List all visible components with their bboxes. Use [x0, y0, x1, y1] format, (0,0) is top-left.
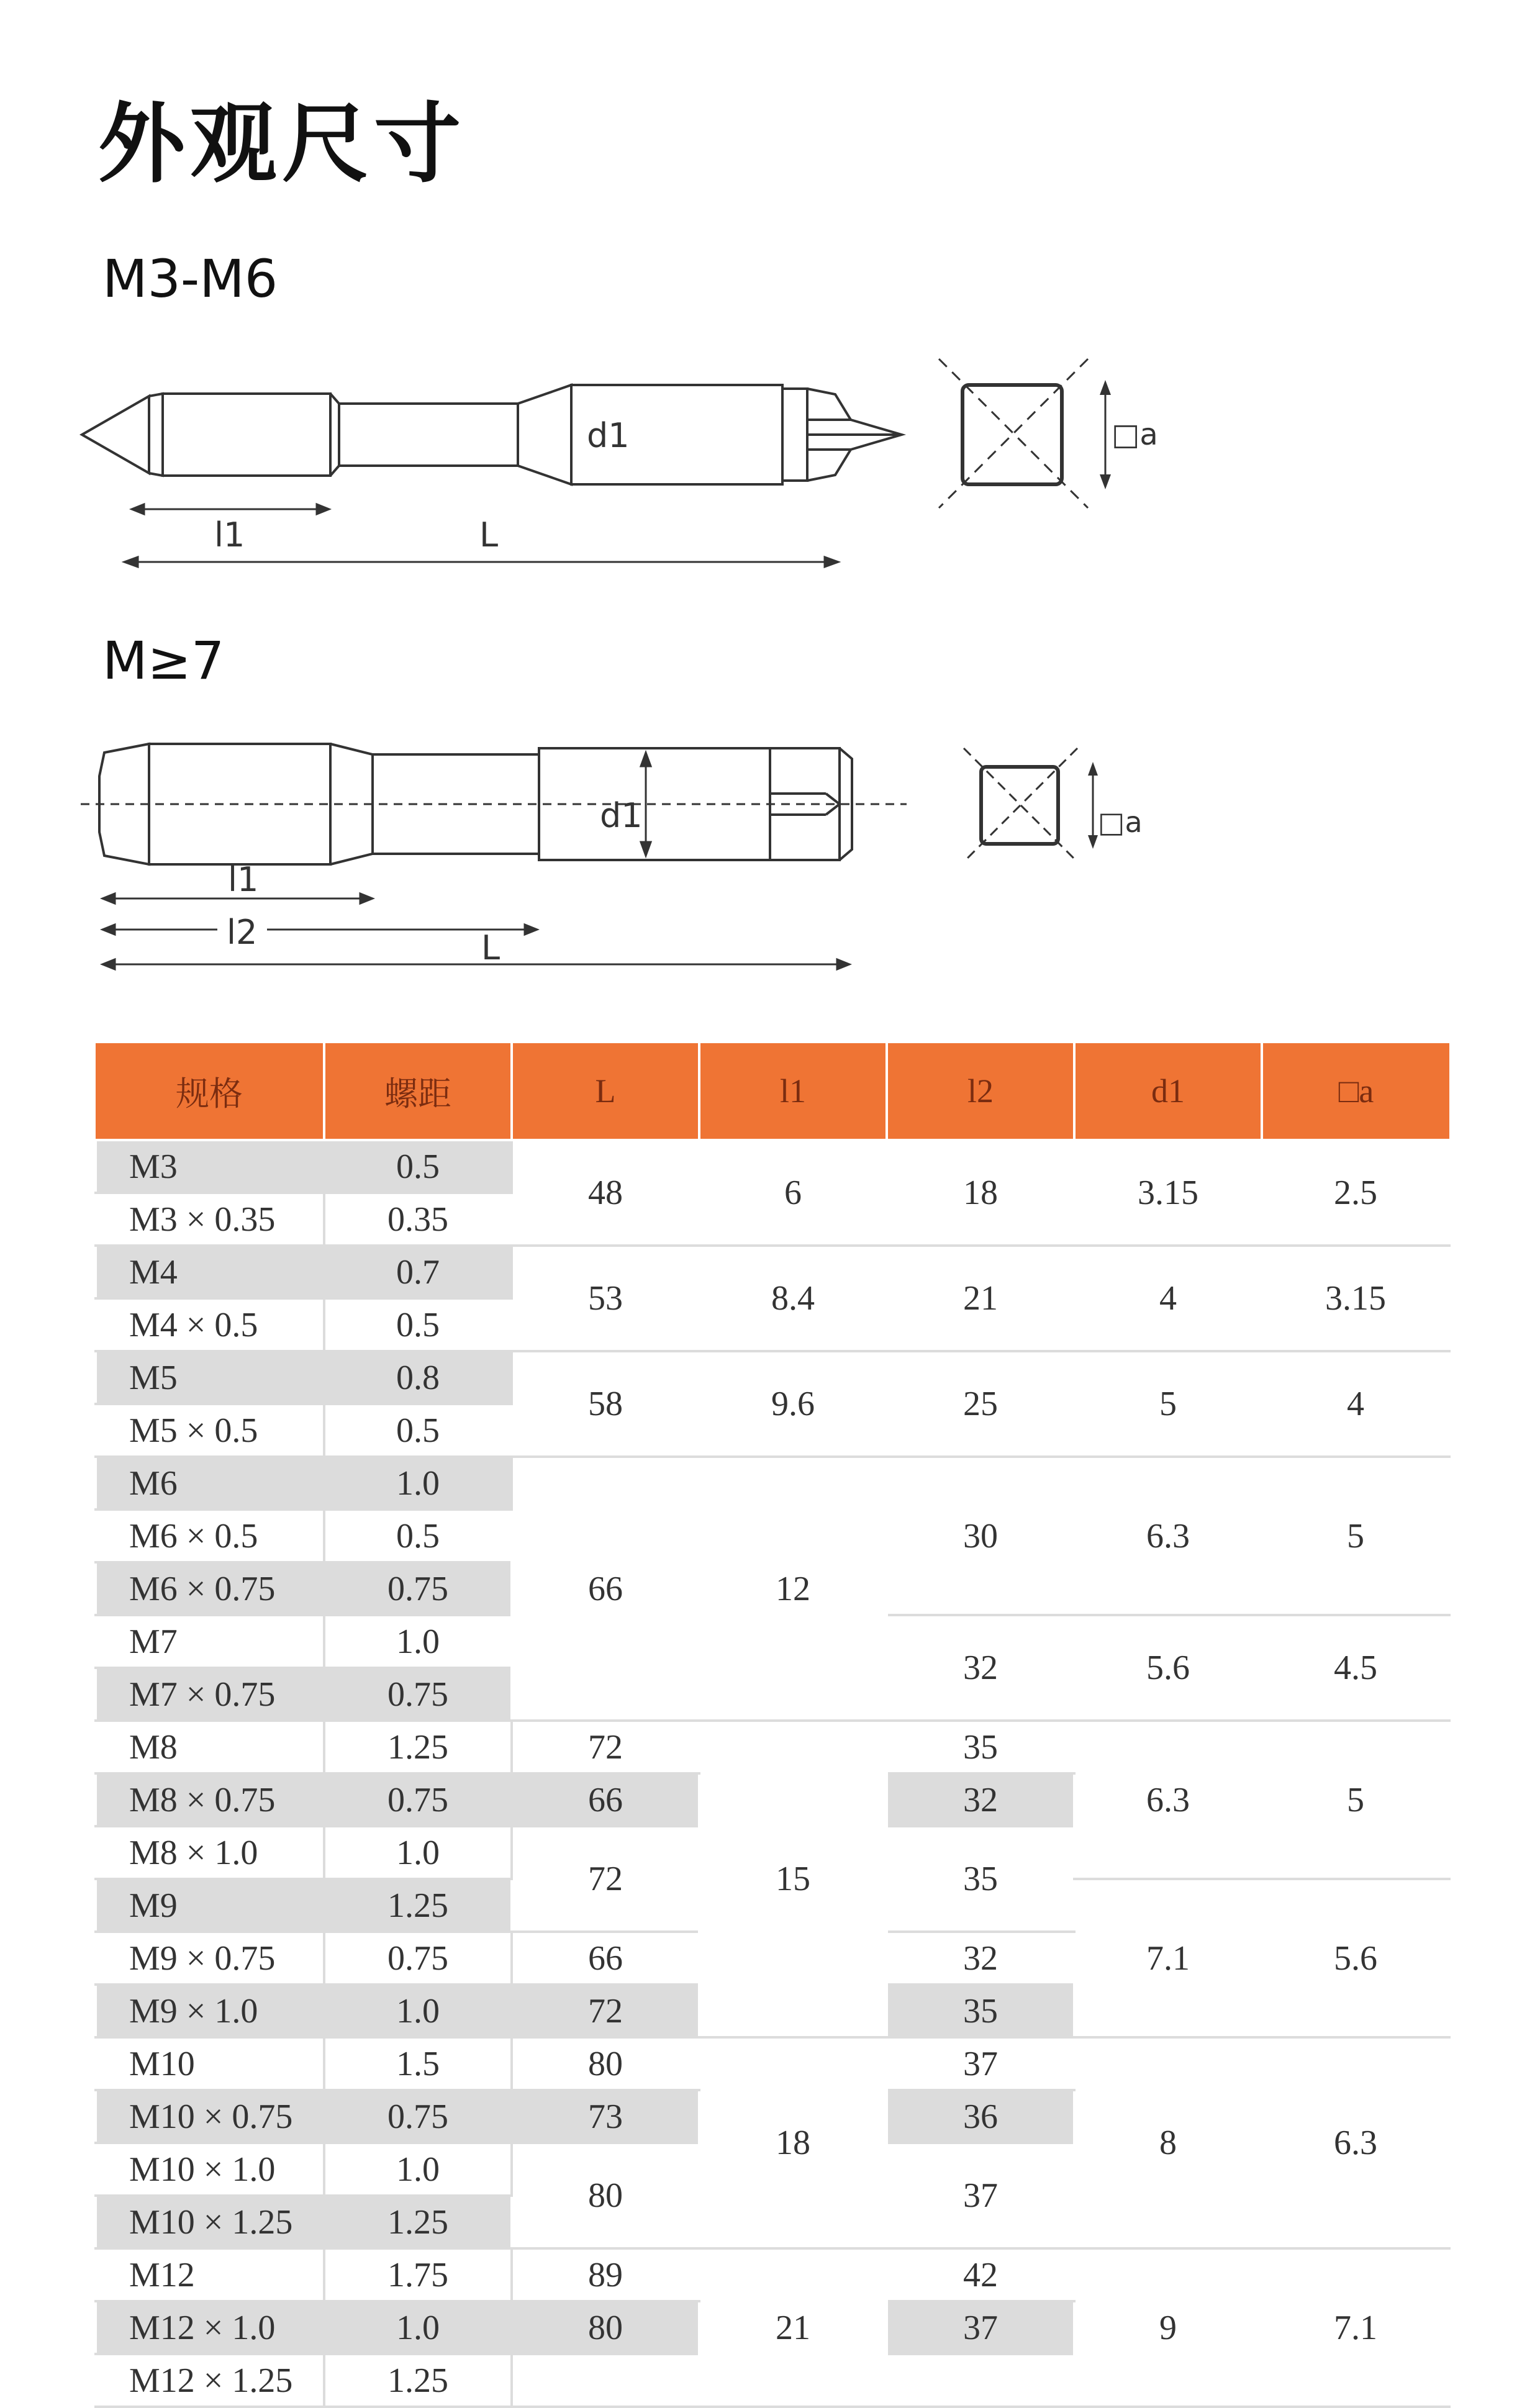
dim-label-a-large: □a: [1098, 805, 1143, 839]
cell-d1: 9: [1074, 2248, 1262, 2407]
cell-spec: M4 × 0.5: [96, 1298, 324, 1351]
cell-d1: 4: [1074, 1246, 1262, 1351]
cell-pitch: 0.75: [324, 1932, 512, 1985]
cell-pitch: 0.5: [324, 1404, 512, 1457]
cell-l2: 32: [887, 1932, 1074, 1985]
column-header-l1: l1: [699, 1043, 887, 1140]
cell-L: 66: [512, 1457, 699, 1721]
cell-l2: [887, 2354, 1074, 2407]
cell-pitch: 1.0: [324, 1615, 512, 1668]
cell-pitch: 0.8: [324, 1351, 512, 1404]
cell-d1: 5.6: [1074, 1615, 1262, 1721]
cell-L: 48: [512, 1140, 699, 1246]
dim-label-a-small: □a: [1112, 417, 1158, 452]
cell-a: 6.3: [1262, 2037, 1449, 2248]
cell-l2: 32: [887, 1773, 1074, 1826]
cell-a: 5: [1262, 1457, 1449, 1615]
cell-L: 89: [512, 2248, 699, 2301]
cell-l1: 9.6: [699, 1351, 887, 1457]
cell-a: 7.1: [1262, 2248, 1449, 2407]
cell-a: 4.5: [1262, 1615, 1449, 1721]
cell-pitch: 1.0: [324, 2143, 512, 2196]
cell-spec: M8 × 0.75: [96, 1773, 324, 1826]
cell-spec: M7: [96, 1615, 324, 1668]
table-row: [96, 1246, 1449, 1298]
cell-d1: 5: [1074, 1351, 1262, 1457]
cell-pitch: 1.0: [324, 1826, 512, 1879]
cell-pitch: 1.0: [324, 1457, 512, 1510]
cell-l2: 42: [887, 2248, 1074, 2301]
cell-L: 66: [512, 1932, 699, 1985]
cell-L: [512, 2354, 699, 2407]
column-header-d1: d1: [1074, 1043, 1262, 1140]
cell-l1: 6: [699, 1140, 887, 1246]
table-row: [96, 2248, 1449, 2301]
cell-l1: 18: [699, 2037, 887, 2248]
cell-spec: M10 × 0.75: [96, 2090, 324, 2143]
cell-L: 80: [512, 2143, 699, 2248]
cell-pitch: 1.25: [324, 2196, 512, 2248]
cell-d1: 6.3: [1074, 1457, 1262, 1615]
cell-l2: 21: [887, 1246, 1074, 1351]
cell-l1: 15: [699, 1721, 887, 2037]
cell-l2: 37: [887, 2037, 1074, 2090]
cell-pitch: 1.25: [324, 2354, 512, 2407]
table-row: [96, 1351, 1449, 1404]
cell-pitch: 0.7: [324, 1246, 512, 1298]
cell-l1: 8.4: [699, 1246, 887, 1351]
section-label-large: M≥7: [102, 630, 225, 691]
dim-label-L-small: L: [479, 515, 499, 554]
spec-table-body: [96, 1140, 1449, 2407]
cell-spec: M5 × 0.5: [96, 1404, 324, 1457]
dim-label-d1-small: d1: [587, 416, 630, 455]
cell-spec: M12 × 1.0: [96, 2301, 324, 2354]
cell-a: 3.15: [1262, 1246, 1449, 1351]
cell-l2: 37: [887, 2143, 1074, 2248]
page-title: 外观尺寸: [98, 94, 466, 195]
cell-spec: M10: [96, 2037, 324, 2090]
cell-l2: 32: [887, 1615, 1074, 1721]
spec-table: [94, 1043, 1451, 2408]
cell-L: 72: [512, 1721, 699, 1773]
cell-L: 73: [512, 2090, 699, 2143]
cell-pitch: 0.75: [324, 2090, 512, 2143]
cell-spec: M6 × 0.75: [96, 1562, 324, 1615]
cell-pitch: 1.5: [324, 2037, 512, 2090]
cell-spec: M12: [96, 2248, 324, 2301]
cell-a: 5.6: [1262, 1879, 1449, 2037]
dim-label-l2-large: l2: [227, 913, 258, 952]
tap-diagram-large: [0, 720, 1540, 981]
cell-l2: 18: [887, 1140, 1074, 1246]
cell-spec: M10 × 1.0: [96, 2143, 324, 2196]
section-label-small: M3-M6: [102, 248, 278, 309]
cell-pitch: 1.0: [324, 2301, 512, 2354]
cell-l2: 37: [887, 2301, 1074, 2354]
cell-spec: M8 × 1.0: [96, 1826, 324, 1879]
cell-pitch: 0.5: [324, 1298, 512, 1351]
tap-diagram-small: [0, 348, 1540, 596]
column-header-a: □a: [1262, 1043, 1449, 1140]
cell-pitch: 0.75: [324, 1773, 512, 1826]
cell-l2: 35: [887, 1721, 1074, 1773]
cell-pitch: 1.25: [324, 1721, 512, 1773]
cell-spec: M3 × 0.35: [96, 1193, 324, 1246]
dim-label-L-large: L: [481, 928, 500, 967]
cell-l2: 35: [887, 1826, 1074, 1932]
cell-L: 72: [512, 1985, 699, 2037]
cell-spec: M4: [96, 1246, 324, 1298]
table-row: [96, 1140, 1449, 1193]
cell-l2: 30: [887, 1457, 1074, 1615]
cell-spec: M12 × 1.25: [96, 2354, 324, 2407]
cell-pitch: 0.35: [324, 1193, 512, 1246]
cell-l2: 36: [887, 2090, 1074, 2143]
dim-label-l1-large: l1: [228, 860, 259, 899]
cell-L: 58: [512, 1351, 699, 1457]
column-header-L: L: [512, 1043, 699, 1140]
cell-pitch: 0.5: [324, 1510, 512, 1562]
cell-spec: M6 × 0.5: [96, 1510, 324, 1562]
cell-spec: M9: [96, 1879, 324, 1932]
cell-spec: M9 × 1.0: [96, 1985, 324, 2037]
cell-pitch: 0.5: [324, 1140, 512, 1193]
dim-label-d1-large: d1: [600, 796, 643, 835]
cell-spec: M5: [96, 1351, 324, 1404]
cell-spec: M3: [96, 1140, 324, 1193]
cell-spec: M7 × 0.75: [96, 1668, 324, 1721]
cell-a: 5: [1262, 1721, 1449, 1879]
cell-L: 80: [512, 2037, 699, 2090]
column-header-pitch: 螺距: [324, 1043, 512, 1140]
column-header-l2: l2: [887, 1043, 1074, 1140]
cell-spec: M10 × 1.25: [96, 2196, 324, 2248]
cell-l2: 25: [887, 1351, 1074, 1457]
table-row: [96, 1721, 1449, 1773]
cell-L: 66: [512, 1773, 699, 1826]
dim-label-l1-small: l1: [214, 515, 245, 554]
cell-pitch: 0.75: [324, 1668, 512, 1721]
cell-L: 53: [512, 1246, 699, 1351]
cell-l1: 21: [699, 2248, 887, 2407]
column-header-spec: 规格: [96, 1043, 324, 1140]
cell-spec: M9 × 0.75: [96, 1932, 324, 1985]
cell-a: 2.5: [1262, 1140, 1449, 1246]
table-header-row: [96, 1043, 1449, 1140]
cell-a: 4: [1262, 1351, 1449, 1457]
cell-spec: M6: [96, 1457, 324, 1510]
table-row: [96, 2037, 1449, 2090]
cell-l2: 35: [887, 1985, 1074, 2037]
cell-L: 72: [512, 1826, 699, 1932]
cell-pitch: 0.75: [324, 1562, 512, 1615]
cell-d1: 7.1: [1074, 1879, 1262, 2037]
cell-d1: 6.3: [1074, 1721, 1262, 1879]
cell-pitch: 1.75: [324, 2248, 512, 2301]
cell-l1: 12: [699, 1457, 887, 1721]
table-row: [96, 1457, 1449, 1510]
cell-L: 80: [512, 2301, 699, 2354]
cell-spec: M8: [96, 1721, 324, 1773]
cell-pitch: 1.25: [324, 1879, 512, 1932]
cell-pitch: 1.0: [324, 1985, 512, 2037]
cell-d1: 8: [1074, 2037, 1262, 2248]
cell-d1: 3.15: [1074, 1140, 1262, 1246]
